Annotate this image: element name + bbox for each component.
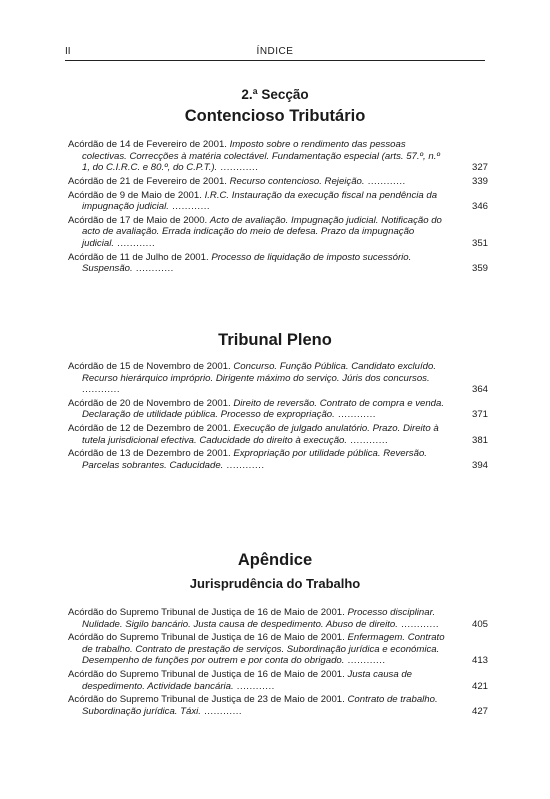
entry-page-number: 427 — [471, 705, 488, 717]
entry-summary: Enfermagem. Contrato de trabalho. Contrato de prestação de serviços. Subordinação jurídica e económica. Desempenho de funções por outrem e por conta do obrigado. — [82, 632, 445, 667]
entry-summary: Expropriação por utilidade pública. Reversão. Parcelas sobrantes. Caducidade. — [82, 448, 427, 471]
section-subtitle: Jurisprudência do Trabalho — [189, 576, 361, 591]
section-kicker: 2.ª Secção — [241, 87, 309, 102]
running-title: ÍNDICE — [256, 46, 294, 57]
section-title: Tribunal Pleno — [218, 331, 332, 349]
entry-summary: Justa causa de despedimento. Actividade bancária. — [82, 669, 413, 692]
entry-page-number: 381 — [471, 434, 488, 446]
entries-pleno — [68, 361, 488, 474]
section-pleno-heading — [65, 331, 485, 350]
entry-page-number: 405 — [471, 618, 488, 630]
toc-entry — [68, 423, 488, 446]
entry-citation: Acórdão de 21 de Fevereiro de 2001. — [68, 175, 227, 187]
header-rule — [65, 60, 485, 61]
entries-apendice — [68, 607, 488, 720]
entry-page-number: 413 — [471, 655, 488, 667]
toc-entry — [68, 190, 488, 213]
toc-entry — [68, 669, 488, 692]
toc-entry — [68, 694, 488, 717]
leader-dots: ............ — [347, 434, 389, 446]
entry-summary: Concurso. Função Pública. Candidato excluído. Recurso hierárquico impróprio. Dirigente máximo do serviço. Júris dos concursos. — [82, 361, 437, 384]
entry-citation: Acórdão de 13 de Dezembro de 2001. — [68, 448, 231, 460]
entry-summary: Execução de julgado anulatório. Prazo. Direito à tutela jurisdicional efectiva. Caducidade do direito à execução. — [82, 423, 439, 446]
section-contencioso-heading — [65, 87, 485, 126]
leader-dots: ............ — [217, 162, 259, 173]
toc-entry — [68, 607, 488, 630]
entry-page-number: 371 — [471, 409, 488, 421]
entry-citation: Acórdão de 17 de Maio de 2000. — [68, 214, 208, 226]
entry-summary: Contrato de trabalho. Subordinação jurídica. Táxi. — [82, 694, 438, 717]
entry-page-number: 346 — [471, 201, 488, 213]
leader-dots: ............ — [397, 618, 440, 630]
leader-dots: ............ — [344, 655, 386, 667]
leader-dots: ............ — [132, 263, 174, 275]
section-title: Contencioso Tributário — [184, 107, 366, 125]
entry-citation: Acórdão de 12 de Dezembro de 2001. — [68, 423, 231, 435]
entry-page-number: 351 — [471, 237, 488, 249]
entry-page-number: 339 — [471, 175, 488, 187]
toc-entry — [68, 176, 488, 188]
toc-entry — [68, 398, 488, 421]
toc-entry — [68, 252, 488, 275]
entry-summary: Acto de avaliação. Impugnação judicial. Notificação do acto de avaliação. Errada indicação do meio de defesa. Prazo da impugnação judicial. — [82, 214, 442, 249]
entry-summary: Imposto sobre o rendimento das pessoas colectivas. Correcções à matéria colectável. Fundamentação especial (arts. 57.º, n.º 1, do C.I.R.C. e 80.º, do C.P.T.). — [82, 139, 440, 173]
toc-entry — [68, 139, 488, 174]
entry-summary: Processo de liquidação de imposto sucessório. Suspensão. — [82, 251, 412, 275]
entry-page-number: 327 — [471, 162, 488, 173]
entry-citation: Acórdão de 20 de Novembro de 2001. — [68, 397, 231, 409]
leader-dots: ............ — [364, 175, 406, 187]
entry-page-number: 359 — [471, 263, 488, 275]
entry-page-number: 421 — [471, 680, 488, 692]
leader-dots: ............ — [223, 459, 265, 471]
toc-entry — [68, 448, 488, 471]
leader-dots: ............ — [114, 237, 156, 249]
entry-citation: Acórdão do Supremo Tribunal de Justiça de 16 de Maio de 2001. — [68, 632, 345, 644]
entry-summary: Processo disciplinar. Nulidade. Sigilo bancário. Justa causa de despedimento. Abuso de direito. — [82, 607, 436, 630]
leader-dots: ............ — [233, 680, 275, 692]
entry-citation: Acórdão do Supremo Tribunal de Justiça de 16 de Maio de 2001. — [68, 669, 345, 681]
page-header — [65, 46, 485, 60]
toc-entry — [68, 215, 488, 250]
leader-dots: ............ — [168, 201, 211, 213]
entry-summary: Direito de reversão. Contrato de compra e venda. Declaração de utilidade pública. Processo de expropriação. — [82, 397, 445, 421]
toc-entry — [68, 361, 488, 396]
entry-citation: Acórdão do Supremo Tribunal de Justiça de 16 de Maio de 2001. — [68, 607, 345, 618]
entry-page-number: 364 — [471, 384, 488, 395]
section-title: Apêndice — [237, 551, 313, 569]
entry-citation: Acórdão de 15 de Novembro de 2001. — [68, 361, 231, 372]
entry-citation: Acórdão do Supremo Tribunal de Justiça de 23 de Maio de 2001. — [68, 694, 345, 706]
leader-dots: ............ — [200, 705, 243, 717]
leader-dots: ............ — [334, 409, 376, 421]
entry-summary: I.R.C. Instauração da execução fiscal na pendência da impugnação judicial. — [82, 189, 438, 213]
page-number: II — [65, 46, 71, 57]
section-apendice-heading — [65, 551, 485, 591]
entry-citation: Acórdão de 14 de Fevereiro de 2001. — [68, 139, 227, 150]
entry-citation: Acórdão de 11 de Julho de 2001. — [68, 251, 209, 263]
leader-dots: ............ — [82, 384, 120, 395]
entry-summary: Recurso contencioso. Rejeição. — [229, 175, 365, 187]
toc-entry — [68, 632, 488, 667]
entries-contencioso — [68, 139, 488, 277]
entry-page-number: 394 — [471, 459, 488, 471]
entry-citation: Acórdão de 9 de Maio de 2001. — [68, 189, 202, 201]
